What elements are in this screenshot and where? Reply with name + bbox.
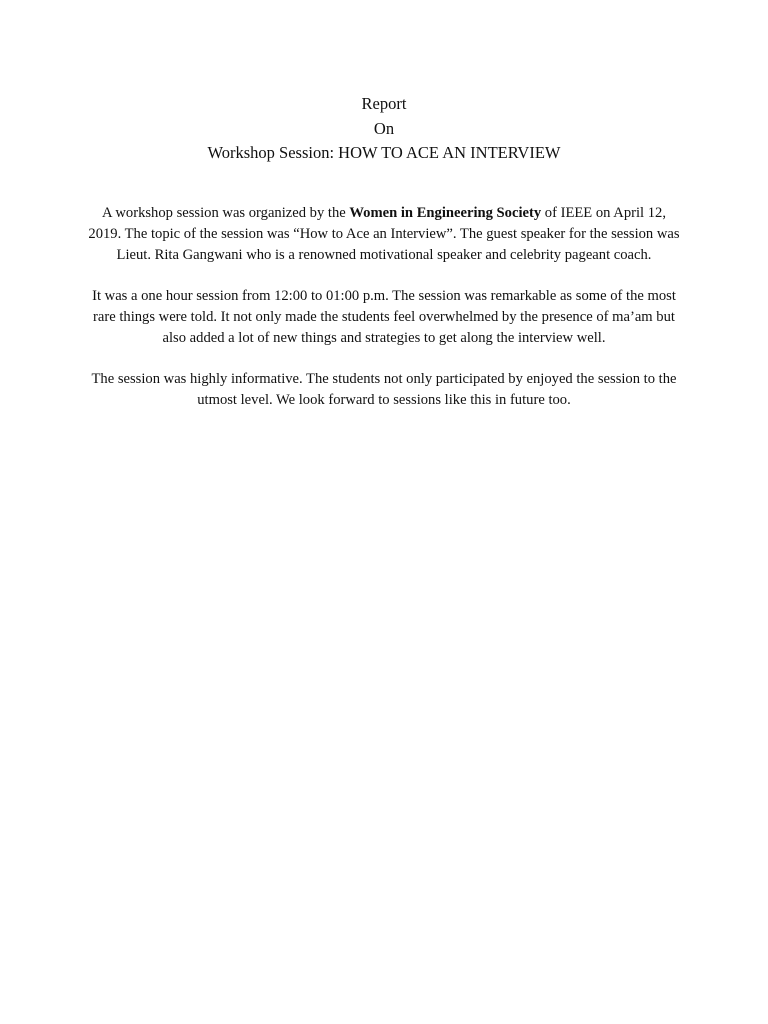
paragraph-organizer-intro: A workshop session was organized by the (102, 205, 350, 221)
title-on: On (373, 118, 395, 138)
paragraph-organizer-details: of IEEE on April 12, 2019. The topic of the session was “How to Ace an Interview”. The guest speaker for the session was Lieut. Rita Gangwani who is a renowned motivational speaker and celebrity pageant coach. (88, 205, 680, 263)
organizer-name: Women in Engineering Society (349, 205, 542, 221)
paragraph-session-details: It was a one hour session from 12:00 to 01:00 p.m. The session was remarkable as some of the most rare things were told. It not only made the students feel overwhelmed by the presence of ma’am but also added a lot of new things and strategies to get along the interview well. (92, 287, 676, 346)
report-body (84, 203, 684, 431)
title-workshop-session: Workshop Session: HOW TO ACE AN INTERVIEW (207, 143, 561, 162)
paragraph-conclusion: The session was highly informative. The students not only participated by enjoyed the session to the utmost level. We look forward to sessions like this in future too. (91, 370, 677, 408)
title-report: Report (361, 94, 407, 113)
paragraph-organizer (84, 203, 684, 265)
report-title (0, 92, 768, 166)
